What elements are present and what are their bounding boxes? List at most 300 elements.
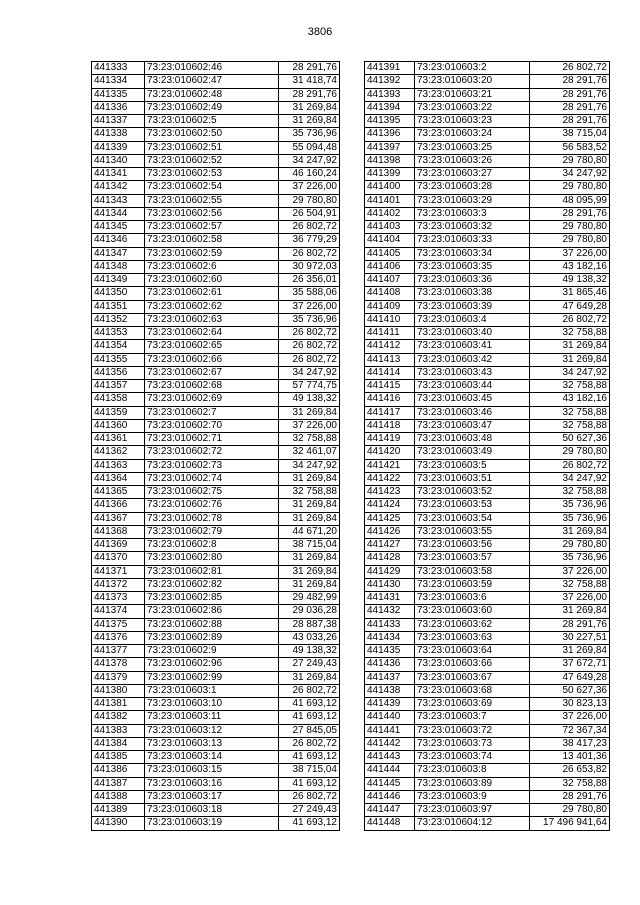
row-number-cell: 441415 bbox=[365, 380, 415, 393]
cadastral-number-cell: 73:23:010602:53 bbox=[145, 168, 279, 181]
value-cell: 37 226,00 bbox=[530, 711, 610, 724]
registry-table-right-body bbox=[365, 62, 610, 831]
value-cell: 29 036,28 bbox=[279, 605, 340, 618]
value-cell: 31 269,84 bbox=[279, 512, 340, 525]
row-number-cell: 441381 bbox=[92, 698, 145, 711]
row-number-cell: 441386 bbox=[92, 764, 145, 777]
cadastral-number-cell: 73:23:010603:44 bbox=[415, 380, 530, 393]
table-row bbox=[365, 247, 610, 260]
value-cell: 37 226,00 bbox=[279, 300, 340, 313]
row-number-cell: 441384 bbox=[92, 737, 145, 750]
row-number-cell: 441346 bbox=[92, 234, 145, 247]
table-row bbox=[92, 419, 340, 432]
table-row bbox=[365, 565, 610, 578]
cadastral-number-cell: 73:23:010603:74 bbox=[415, 751, 530, 764]
cadastral-number-cell: 73:23:010603:18 bbox=[145, 804, 279, 817]
row-number-cell: 441367 bbox=[92, 512, 145, 525]
row-number-cell: 441397 bbox=[365, 141, 415, 154]
table-row bbox=[92, 645, 340, 658]
table-row bbox=[92, 631, 340, 644]
table-row bbox=[365, 181, 610, 194]
row-number-cell: 441376 bbox=[92, 631, 145, 644]
value-cell: 26 802,72 bbox=[279, 684, 340, 697]
row-number-cell: 441382 bbox=[92, 711, 145, 724]
cadastral-number-cell: 73:23:010603:11 bbox=[145, 711, 279, 724]
value-cell: 34 247,92 bbox=[279, 366, 340, 379]
cadastral-number-cell: 73:23:010602:46 bbox=[145, 62, 279, 75]
row-number-cell: 441419 bbox=[365, 433, 415, 446]
value-cell: 28 291,76 bbox=[530, 790, 610, 803]
table-row bbox=[365, 671, 610, 684]
row-number-cell: 441408 bbox=[365, 287, 415, 300]
table-row bbox=[92, 75, 340, 88]
table-row bbox=[365, 472, 610, 485]
cadastral-number-cell: 73:23:010602:72 bbox=[145, 446, 279, 459]
cadastral-number-cell: 73:23:010603:8 bbox=[415, 764, 530, 777]
value-cell: 30 227,51 bbox=[530, 631, 610, 644]
table-row bbox=[365, 287, 610, 300]
cadastral-number-cell: 73:23:010603:97 bbox=[415, 804, 530, 817]
row-number-cell: 441337 bbox=[92, 115, 145, 128]
value-cell: 28 887,38 bbox=[279, 618, 340, 631]
table-row bbox=[365, 605, 610, 618]
value-cell: 32 758,88 bbox=[530, 777, 610, 790]
row-number-cell: 441430 bbox=[365, 578, 415, 591]
cadastral-number-cell: 73:23:010603:27 bbox=[415, 168, 530, 181]
table-row bbox=[92, 592, 340, 605]
value-cell: 26 802,72 bbox=[279, 221, 340, 234]
cadastral-number-cell: 73:23:010603:20 bbox=[415, 75, 530, 88]
row-number-cell: 441343 bbox=[92, 194, 145, 207]
cadastral-number-cell: 73:23:010603:22 bbox=[415, 101, 530, 114]
value-cell: 32 758,88 bbox=[279, 433, 340, 446]
row-number-cell: 441387 bbox=[92, 777, 145, 790]
value-cell: 31 269,84 bbox=[530, 340, 610, 353]
table-row bbox=[92, 525, 340, 538]
value-cell: 26 802,72 bbox=[530, 459, 610, 472]
value-cell: 30 823,13 bbox=[530, 698, 610, 711]
cadastral-number-cell: 73:23:010603:66 bbox=[415, 658, 530, 671]
table-row bbox=[365, 313, 610, 326]
cadastral-number-cell: 73:23:010602:67 bbox=[145, 366, 279, 379]
value-cell: 27 249,43 bbox=[279, 804, 340, 817]
table-row bbox=[365, 539, 610, 552]
row-number-cell: 441402 bbox=[365, 207, 415, 220]
value-cell: 26 802,72 bbox=[279, 790, 340, 803]
cadastral-number-cell: 73:23:010602:48 bbox=[145, 88, 279, 101]
table-row bbox=[365, 380, 610, 393]
row-number-cell: 441442 bbox=[365, 737, 415, 750]
table-row bbox=[365, 790, 610, 803]
row-number-cell: 441393 bbox=[365, 88, 415, 101]
cadastral-number-cell: 73:23:010603:55 bbox=[415, 525, 530, 538]
table-row bbox=[92, 141, 340, 154]
table-row bbox=[92, 340, 340, 353]
table-row bbox=[365, 207, 610, 220]
value-cell: 34 247,92 bbox=[530, 168, 610, 181]
table-row bbox=[365, 711, 610, 724]
cadastral-number-cell: 73:23:010603:54 bbox=[415, 512, 530, 525]
value-cell: 34 247,92 bbox=[530, 472, 610, 485]
table-row bbox=[92, 446, 340, 459]
cadastral-number-cell: 73:23:010602:9 bbox=[145, 645, 279, 658]
table-row bbox=[92, 724, 340, 737]
cadastral-number-cell: 73:23:010603:34 bbox=[415, 247, 530, 260]
value-cell: 31 865,46 bbox=[530, 287, 610, 300]
cadastral-number-cell: 73:23:010603:19 bbox=[145, 817, 279, 830]
value-cell: 32 758,88 bbox=[530, 380, 610, 393]
cadastral-number-cell: 73:23:010602:81 bbox=[145, 565, 279, 578]
cadastral-number-cell: 73:23:010603:14 bbox=[145, 751, 279, 764]
row-number-cell: 441436 bbox=[365, 658, 415, 671]
row-number-cell: 441390 bbox=[92, 817, 145, 830]
row-number-cell: 441438 bbox=[365, 684, 415, 697]
table-row bbox=[365, 221, 610, 234]
cadastral-number-cell: 73:23:010602:76 bbox=[145, 499, 279, 512]
table-row bbox=[92, 274, 340, 287]
table-row bbox=[92, 737, 340, 750]
row-number-cell: 441350 bbox=[92, 287, 145, 300]
cadastral-number-cell: 73:23:010602:75 bbox=[145, 486, 279, 499]
value-cell: 28 291,76 bbox=[530, 115, 610, 128]
cadastral-number-cell: 73:23:010603:5 bbox=[415, 459, 530, 472]
value-cell: 35 736,96 bbox=[530, 512, 610, 525]
cadastral-number-cell: 73:23:010603:41 bbox=[415, 340, 530, 353]
cadastral-number-cell: 73:23:010602:63 bbox=[145, 313, 279, 326]
table-row bbox=[92, 459, 340, 472]
table-row bbox=[365, 578, 610, 591]
row-number-cell: 441370 bbox=[92, 552, 145, 565]
value-cell: 35 736,96 bbox=[530, 499, 610, 512]
table-row bbox=[365, 419, 610, 432]
table-row bbox=[365, 300, 610, 313]
row-number-cell: 441351 bbox=[92, 300, 145, 313]
row-number-cell: 441424 bbox=[365, 499, 415, 512]
cadastral-number-cell: 73:23:010602:69 bbox=[145, 393, 279, 406]
table-row bbox=[365, 737, 610, 750]
row-number-cell: 441432 bbox=[365, 605, 415, 618]
value-cell: 43 182,16 bbox=[530, 260, 610, 273]
cadastral-number-cell: 73:23:010603:24 bbox=[415, 128, 530, 141]
value-cell: 41 693,12 bbox=[279, 698, 340, 711]
registry-table-left bbox=[91, 61, 340, 831]
row-number-cell: 441354 bbox=[92, 340, 145, 353]
table-row bbox=[365, 512, 610, 525]
table-row bbox=[92, 353, 340, 366]
cadastral-number-cell: 73:23:010602:7 bbox=[145, 406, 279, 419]
row-number-cell: 441406 bbox=[365, 260, 415, 273]
cadastral-number-cell: 73:23:010603:57 bbox=[415, 552, 530, 565]
table-row bbox=[365, 777, 610, 790]
cadastral-number-cell: 73:23:010603:26 bbox=[415, 154, 530, 167]
value-cell: 50 627,36 bbox=[530, 433, 610, 446]
value-cell: 17 496 941,64 bbox=[530, 817, 610, 830]
row-number-cell: 441352 bbox=[92, 313, 145, 326]
row-number-cell: 441339 bbox=[92, 141, 145, 154]
table-row bbox=[92, 698, 340, 711]
row-number-cell: 441444 bbox=[365, 764, 415, 777]
cadastral-number-cell: 73:23:010602:56 bbox=[145, 207, 279, 220]
table-row bbox=[365, 75, 610, 88]
value-cell: 34 247,92 bbox=[279, 459, 340, 472]
row-number-cell: 441439 bbox=[365, 698, 415, 711]
table-row bbox=[365, 684, 610, 697]
table-row bbox=[92, 327, 340, 340]
value-cell: 26 802,72 bbox=[279, 737, 340, 750]
table-row bbox=[92, 366, 340, 379]
value-cell: 47 649,28 bbox=[530, 300, 610, 313]
value-cell: 26 802,72 bbox=[279, 340, 340, 353]
value-cell: 38 715,04 bbox=[279, 539, 340, 552]
table-row bbox=[365, 88, 610, 101]
table-row bbox=[365, 340, 610, 353]
value-cell: 28 291,76 bbox=[530, 75, 610, 88]
cadastral-number-cell: 73:23:010603:43 bbox=[415, 366, 530, 379]
cadastral-number-cell: 73:23:010603:67 bbox=[415, 671, 530, 684]
cadastral-number-cell: 73:23:010603:51 bbox=[415, 472, 530, 485]
row-number-cell: 441369 bbox=[92, 539, 145, 552]
row-number-cell: 441426 bbox=[365, 525, 415, 538]
cadastral-number-cell: 73:23:010603:48 bbox=[415, 433, 530, 446]
row-number-cell: 441360 bbox=[92, 419, 145, 432]
table-row bbox=[92, 128, 340, 141]
table-row bbox=[365, 101, 610, 114]
row-number-cell: 441366 bbox=[92, 499, 145, 512]
cadastral-number-cell: 73:23:010603:56 bbox=[415, 539, 530, 552]
row-number-cell: 441445 bbox=[365, 777, 415, 790]
table-row bbox=[92, 817, 340, 830]
cadastral-number-cell: 73:23:010603:28 bbox=[415, 181, 530, 194]
cadastral-number-cell: 73:23:010603:16 bbox=[145, 777, 279, 790]
row-number-cell: 441359 bbox=[92, 406, 145, 419]
cadastral-number-cell: 73:23:010603:64 bbox=[415, 645, 530, 658]
value-cell: 28 291,76 bbox=[530, 88, 610, 101]
value-cell: 32 758,88 bbox=[530, 327, 610, 340]
table-row bbox=[365, 817, 610, 830]
value-cell: 29 780,80 bbox=[530, 181, 610, 194]
row-number-cell: 441355 bbox=[92, 353, 145, 366]
table-row bbox=[92, 499, 340, 512]
cadastral-number-cell: 73:23:010602:61 bbox=[145, 287, 279, 300]
cadastral-number-cell: 73:23:010603:4 bbox=[415, 313, 530, 326]
row-number-cell: 441420 bbox=[365, 446, 415, 459]
row-number-cell: 441428 bbox=[365, 552, 415, 565]
cadastral-number-cell: 73:23:010603:53 bbox=[415, 499, 530, 512]
row-number-cell: 441431 bbox=[365, 592, 415, 605]
cadastral-number-cell: 73:23:010602:58 bbox=[145, 234, 279, 247]
row-number-cell: 441362 bbox=[92, 446, 145, 459]
row-number-cell: 441365 bbox=[92, 486, 145, 499]
value-cell: 27 845,05 bbox=[279, 724, 340, 737]
table-row bbox=[92, 565, 340, 578]
table-row bbox=[365, 406, 610, 419]
table-row bbox=[365, 751, 610, 764]
table-row bbox=[92, 406, 340, 419]
cadastral-number-cell: 73:23:010602:49 bbox=[145, 101, 279, 114]
row-number-cell: 441418 bbox=[365, 419, 415, 432]
cadastral-number-cell: 73:23:010603:62 bbox=[415, 618, 530, 631]
row-number-cell: 441358 bbox=[92, 393, 145, 406]
cadastral-number-cell: 73:23:010603:73 bbox=[415, 737, 530, 750]
cadastral-number-cell: 73:23:010603:69 bbox=[415, 698, 530, 711]
table-row bbox=[365, 128, 610, 141]
value-cell: 28 291,76 bbox=[530, 101, 610, 114]
table-row bbox=[365, 592, 610, 605]
cadastral-number-cell: 73:23:010603:9 bbox=[415, 790, 530, 803]
table-row bbox=[365, 260, 610, 273]
row-number-cell: 441414 bbox=[365, 366, 415, 379]
cadastral-number-cell: 73:23:010602:50 bbox=[145, 128, 279, 141]
table-row bbox=[365, 552, 610, 565]
row-number-cell: 441427 bbox=[365, 539, 415, 552]
row-number-cell: 441423 bbox=[365, 486, 415, 499]
table-row bbox=[365, 115, 610, 128]
table-row bbox=[92, 234, 340, 247]
row-number-cell: 441399 bbox=[365, 168, 415, 181]
cadastral-number-cell: 73:23:010603:6 bbox=[415, 592, 530, 605]
cadastral-number-cell: 73:23:010602:52 bbox=[145, 154, 279, 167]
value-cell: 72 367,34 bbox=[530, 724, 610, 737]
value-cell: 26 802,72 bbox=[279, 353, 340, 366]
row-number-cell: 441441 bbox=[365, 724, 415, 737]
value-cell: 26 653,82 bbox=[530, 764, 610, 777]
value-cell: 37 226,00 bbox=[530, 247, 610, 260]
table-row bbox=[92, 260, 340, 273]
cadastral-number-cell: 73:23:010602:68 bbox=[145, 380, 279, 393]
table-row bbox=[365, 658, 610, 671]
table-row bbox=[92, 658, 340, 671]
value-cell: 49 138,32 bbox=[279, 393, 340, 406]
value-cell: 28 291,76 bbox=[279, 62, 340, 75]
value-cell: 31 269,84 bbox=[279, 565, 340, 578]
cadastral-number-cell: 73:23:010602:66 bbox=[145, 353, 279, 366]
table-row bbox=[365, 353, 610, 366]
cadastral-number-cell: 73:23:010602:55 bbox=[145, 194, 279, 207]
cadastral-number-cell: 73:23:010602:96 bbox=[145, 658, 279, 671]
cadastral-number-cell: 73:23:010602:6 bbox=[145, 260, 279, 273]
table-row bbox=[365, 486, 610, 499]
value-cell: 28 291,76 bbox=[279, 88, 340, 101]
value-cell: 43 182,16 bbox=[530, 393, 610, 406]
value-cell: 31 269,84 bbox=[279, 578, 340, 591]
row-number-cell: 441398 bbox=[365, 154, 415, 167]
row-number-cell: 441421 bbox=[365, 459, 415, 472]
cadastral-number-cell: 73:23:010602:71 bbox=[145, 433, 279, 446]
table-row bbox=[92, 486, 340, 499]
value-cell: 32 758,88 bbox=[530, 406, 610, 419]
cadastral-number-cell: 73:23:010602:70 bbox=[145, 419, 279, 432]
row-number-cell: 441434 bbox=[365, 631, 415, 644]
row-number-cell: 441413 bbox=[365, 353, 415, 366]
table-row bbox=[92, 512, 340, 525]
value-cell: 26 802,72 bbox=[530, 62, 610, 75]
table-row bbox=[92, 300, 340, 313]
table-row bbox=[92, 207, 340, 220]
value-cell: 30 972,03 bbox=[279, 260, 340, 273]
table-row bbox=[92, 380, 340, 393]
cadastral-number-cell: 73:23:010602:82 bbox=[145, 578, 279, 591]
row-number-cell: 441364 bbox=[92, 472, 145, 485]
row-number-cell: 441335 bbox=[92, 88, 145, 101]
value-cell: 56 583,52 bbox=[530, 141, 610, 154]
value-cell: 46 160,24 bbox=[279, 168, 340, 181]
row-number-cell: 441353 bbox=[92, 327, 145, 340]
cadastral-number-cell: 73:23:010603:38 bbox=[415, 287, 530, 300]
value-cell: 57 774,75 bbox=[279, 380, 340, 393]
row-number-cell: 441361 bbox=[92, 433, 145, 446]
table-row bbox=[365, 154, 610, 167]
value-cell: 34 247,92 bbox=[279, 154, 340, 167]
value-cell: 27 249,43 bbox=[279, 658, 340, 671]
table-row bbox=[365, 366, 610, 379]
cadastral-number-cell: 73:23:010603:10 bbox=[145, 698, 279, 711]
cadastral-number-cell: 73:23:010603:15 bbox=[145, 764, 279, 777]
value-cell: 31 269,84 bbox=[530, 353, 610, 366]
value-cell: 47 649,28 bbox=[530, 671, 610, 684]
table-row bbox=[92, 168, 340, 181]
cadastral-number-cell: 73:23:010602:88 bbox=[145, 618, 279, 631]
value-cell: 28 291,76 bbox=[530, 618, 610, 631]
cadastral-number-cell: 73:23:010603:60 bbox=[415, 605, 530, 618]
cadastral-number-cell: 73:23:010603:63 bbox=[415, 631, 530, 644]
cadastral-number-cell: 73:23:010602:64 bbox=[145, 327, 279, 340]
row-number-cell: 441372 bbox=[92, 578, 145, 591]
value-cell: 36 779,29 bbox=[279, 234, 340, 247]
table-row bbox=[365, 168, 610, 181]
table-row bbox=[92, 154, 340, 167]
row-number-cell: 441383 bbox=[92, 724, 145, 737]
cadastral-number-cell: 73:23:010603:52 bbox=[415, 486, 530, 499]
cadastral-number-cell: 73:23:010603:1 bbox=[145, 684, 279, 697]
row-number-cell: 441336 bbox=[92, 101, 145, 114]
cadastral-number-cell: 73:23:010603:7 bbox=[415, 711, 530, 724]
value-cell: 41 693,12 bbox=[279, 777, 340, 790]
table-row bbox=[365, 62, 610, 75]
row-number-cell: 441446 bbox=[365, 790, 415, 803]
value-cell: 31 269,84 bbox=[279, 115, 340, 128]
cadastral-number-cell: 73:23:010602:73 bbox=[145, 459, 279, 472]
registry-table-right bbox=[364, 61, 610, 831]
table-row bbox=[365, 631, 610, 644]
table-row bbox=[92, 764, 340, 777]
cadastral-number-cell: 73:23:010603:46 bbox=[415, 406, 530, 419]
row-number-cell: 441378 bbox=[92, 658, 145, 671]
cadastral-number-cell: 73:23:010603:47 bbox=[415, 419, 530, 432]
value-cell: 41 693,12 bbox=[279, 817, 340, 830]
table-row bbox=[92, 552, 340, 565]
row-number-cell: 441416 bbox=[365, 393, 415, 406]
row-number-cell: 441410 bbox=[365, 313, 415, 326]
row-number-cell: 441411 bbox=[365, 327, 415, 340]
cadastral-number-cell: 73:23:010603:36 bbox=[415, 274, 530, 287]
row-number-cell: 441340 bbox=[92, 154, 145, 167]
value-cell: 37 226,00 bbox=[530, 592, 610, 605]
value-cell: 26 356,01 bbox=[279, 274, 340, 287]
table-row bbox=[365, 141, 610, 154]
value-cell: 38 417,23 bbox=[530, 737, 610, 750]
table-row bbox=[92, 88, 340, 101]
table-row bbox=[92, 194, 340, 207]
table-row bbox=[92, 671, 340, 684]
row-number-cell: 441375 bbox=[92, 618, 145, 631]
cadastral-number-cell: 73:23:010603:23 bbox=[415, 115, 530, 128]
page-number: 3806 bbox=[307, 26, 333, 38]
value-cell: 37 226,00 bbox=[279, 419, 340, 432]
value-cell: 37 226,00 bbox=[530, 565, 610, 578]
value-cell: 31 269,84 bbox=[279, 499, 340, 512]
row-number-cell: 441373 bbox=[92, 592, 145, 605]
value-cell: 49 138,32 bbox=[279, 645, 340, 658]
